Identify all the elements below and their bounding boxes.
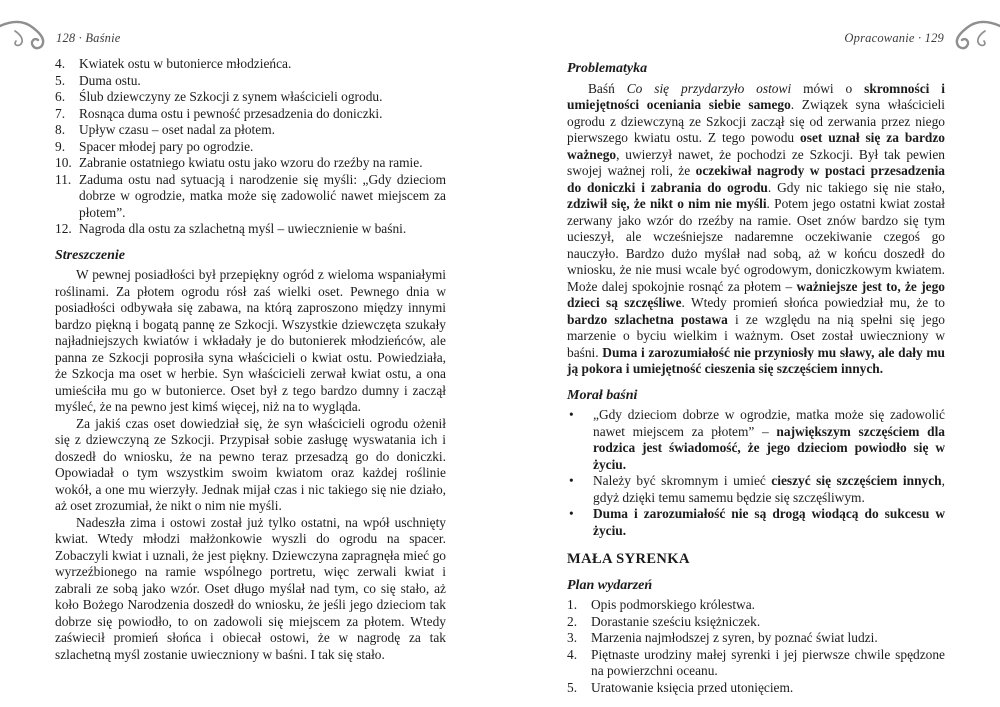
problems-heading: Problematyka	[567, 61, 648, 76]
list-item-number: 4.	[55, 56, 66, 71]
list-item-text: Rosnąca duma ostu i pewność przesadzenia do doniczki.	[79, 105, 383, 121]
list-item	[567, 597, 945, 614]
list-item-text: Zaduma ostu nad sytuacją i narodzenie się myśli: „Gdy dzieciom dobrze w ogrodzie, matka może się zadowolić nawet miejscem za płotem”.	[79, 171, 446, 220]
list-item-number: 10.	[55, 155, 72, 170]
flourish-icon	[0, 19, 52, 58]
right-page-column	[567, 61, 945, 696]
list-item-number: 6.	[55, 89, 66, 104]
moral-bullet	[567, 506, 945, 539]
moral-heading: Morał baśni	[567, 387, 638, 403]
problems-paragraph: Baśń Co się przydarzyło ostowi mówi o skromności i umiejętności oceniania siebie samego. Związek syna właścicieli ogrodu z dziewczyną ze Szkocji zaczął się od zerwania przez niego pierwszego kwiatu ostu. Z tego powodu oset uznał się za bardzo ważnego, uwierzył nawet, że pochodzi ze Szkocji. Był tak pewien swojej ważnej roli, że oczekiwał nagrody w postaci przesadzenia do doniczki i zabrania do ogrodu. Gdy nic takiego się nie stało, zdziwił się, że nikt o nim nie myśli. Potem jego ostatni kwiat został zerwany jako wzór do rzeźby na ramie. Oset znów bardzo się tym ucieszył, ale wcześniejsze nadaremne oczekiwanie czegoś go nauczyło. Bardzo dużo myślał nad sobą, aż w końcu doszedł do wniosku, że nie musi wcale być ogrodowym, doniczkowym kwiatem. Może dalej spokojnie rosnąć za płotem – ważniejsze jest to, że jego dzieci są szczęśliwe. Wtedy promień słońca powiedział mu, że to bardzo szlachetna postawa i ze względu na nią spełni się jego marzenie o byciu wielkim i ważnym. Oset został uwieczniony w baśni. Duma i zarozumiałość nie przyniosły mu sławy, ale dały mu ją pokora i umiejętność cieszenia się szczęściem innych.	[567, 80, 946, 376]
summary-paragraph: Nadeszła zima i ostowi został już tylko ostatni, na wpół uschnięty kwiat. Wtedy młodzi małżonkowie wyszli do ogrodu na spacer. Zobaczyli kwiat i uznali, że jest piękny. Dziewczyna zapragnęła mieć go wyrzeźbionego na ramie wspólnego portretu, więc zerwali kwiat i zabrali ze sobą jako wzór. Oset długo myślał nad tym, co się stało, aż koło Bożego Narodzenia doszedł do wniosku, że jeśli jego dzieciom tak dobrze się powiodło, to on zadowoli się miejscem za płotem. Wtedy zaświecił promień słońca i obiecał ostowi, że w nagrodę za tak szlachetną myśl zostanie uwieczniony w baśni. I tak się stało.	[55, 514, 446, 662]
moral-bullet-text: Duma i zarozumiałość nie są drogą wiodącą do sukcesu w życiu.	[593, 506, 945, 538]
summary-paragraph: Za jakiś czas oset dowiedział się, że syn właścicieli ogrodu ożenił się z dziewczyną ze Szkocji. Przypisał sobie zasługę wyswatania ich i doszedł do wniosku, że na pewno teraz przesadzą go do doniczki. Opowiadał o tym wszystkim swoim kwiatom oraz każdej roślinie wokół, a one mu wierzyły. Jednak mijał czas i nic takiego się nie działo, aż oset zrozumiał, że nikt o nim nie myśli.	[55, 415, 446, 513]
bullet-glyph: •	[569, 407, 574, 422]
list-item-text: Piętnaste urodziny małej syrenki i jej pierwsze chwile spędzone na powierzchni oceanu.	[591, 646, 945, 678]
summary-heading: Streszczenie	[55, 247, 125, 263]
list-item	[55, 155, 446, 172]
events-plan-heading: Plan wydarzeń	[567, 577, 653, 593]
left-page-column	[55, 56, 446, 663]
moral-bullet-text: „Gdy dzieciom dobrze w ogrodzie, matka może się zadowolić nawet miejscem za płotem” – największym szczęściem dla rodzica jest świadomość, że jego dzieciom powiodło się w życiu.	[593, 407, 945, 472]
list-item-text: Spacer młodej pary po ogrodzie.	[79, 138, 254, 154]
list-item-number: 11.	[55, 171, 72, 187]
list-item	[55, 89, 446, 106]
page-header-left: 128 · Baśnie	[56, 31, 121, 45]
moral-bullet-list	[567, 407, 945, 539]
list-item-number: 9.	[55, 138, 66, 154]
list-item	[567, 630, 945, 647]
moral-bullet	[567, 407, 945, 473]
list-item-number: 5.	[567, 679, 578, 695]
list-item	[55, 106, 446, 123]
chapter-title: MAŁA SYRENKA	[567, 551, 690, 567]
list-item-text: Duma ostu.	[79, 72, 141, 88]
list-item-number: 12.	[55, 221, 72, 236]
list-item-number: 3.	[567, 630, 578, 645]
list-item-text: Opis podmorskiego królestwa.	[591, 597, 756, 612]
list-item-text: Upływ czasu – oset nadal za płotem.	[79, 122, 275, 137]
list-item	[55, 221, 446, 238]
moral-bullet-text: Należy być skromnym i umieć cieszyć się szczęściem innych, gdyż dzięki temu samemu będzie się szczęśliwym.	[593, 473, 945, 505]
list-item-number: 5.	[55, 72, 66, 88]
list-item-text: Dorastanie sześciu księżniczek.	[591, 613, 761, 629]
summary-paragraphs	[55, 267, 446, 663]
list-item	[567, 647, 945, 680]
list-item-text: Zabranie ostatniego kwiatu ostu jako wzoru do rzeźby na ramie.	[79, 155, 423, 170]
page-header-right: Opracowanie · 129	[844, 31, 944, 45]
list-item-text: Uratowanie księcia przed utonięciem.	[591, 679, 794, 695]
list-item	[567, 680, 945, 697]
flourish-icon	[948, 19, 1000, 58]
list-item	[55, 122, 446, 139]
list-item	[55, 172, 446, 222]
summary-paragraph: W pewnej posiadłości był przepiękny ogród z wieloma wspaniałymi roślinami. Za płotem ogrodu rósł zaś wielki oset. Pewnego dnia w posiadłości odbywała się zabawa, na którą zaproszono między innymi bardzo piękną i bogatą pannę ze Szkocji. Wszystkie dziewczęta szukały najładniejszych kwiatów i wkładały je do butonierek młodzieńców, ale panna ze Szkocji poprosiła syna właścicieli o kwiat ostu. Powiedziała, że Szkocja ma oset w herbie. Syn właścicieli zerwał kwiat ostu, a ona umieściła mu go w butonierce. Oset był z tego bardzo dumny i zaczął myśleć, że na pewno jest kimś więcej, niż na to wygląda.	[55, 267, 446, 414]
list-item-number: 2.	[567, 613, 578, 629]
bullet-glyph: •	[569, 506, 574, 521]
list-item-number: 8.	[55, 122, 66, 137]
list-item	[55, 56, 446, 73]
list-item-text: Ślub dziewczyny ze Szkocji z synem właścicieli ogrodu.	[79, 89, 383, 104]
list-item-number: 7.	[55, 105, 66, 121]
bullet-glyph: •	[569, 473, 574, 488]
list-item	[567, 614, 945, 631]
plan-continued-list	[55, 56, 446, 238]
events-plan-list	[567, 597, 945, 696]
moral-bullet	[567, 473, 945, 506]
list-item	[55, 139, 446, 156]
list-item-text: Marzenia najmłodszej z syren, by poznać świat ludzi.	[591, 630, 878, 645]
list-item-text: Nagroda dla ostu za szlachetną myśl – uwiecznienie w baśni.	[79, 221, 407, 236]
list-item-number: 1.	[567, 597, 578, 612]
list-item	[55, 73, 446, 90]
list-item-number: 4.	[567, 646, 578, 662]
list-item-text: Kwiatek ostu w butonierce młodzieńca.	[79, 56, 292, 71]
